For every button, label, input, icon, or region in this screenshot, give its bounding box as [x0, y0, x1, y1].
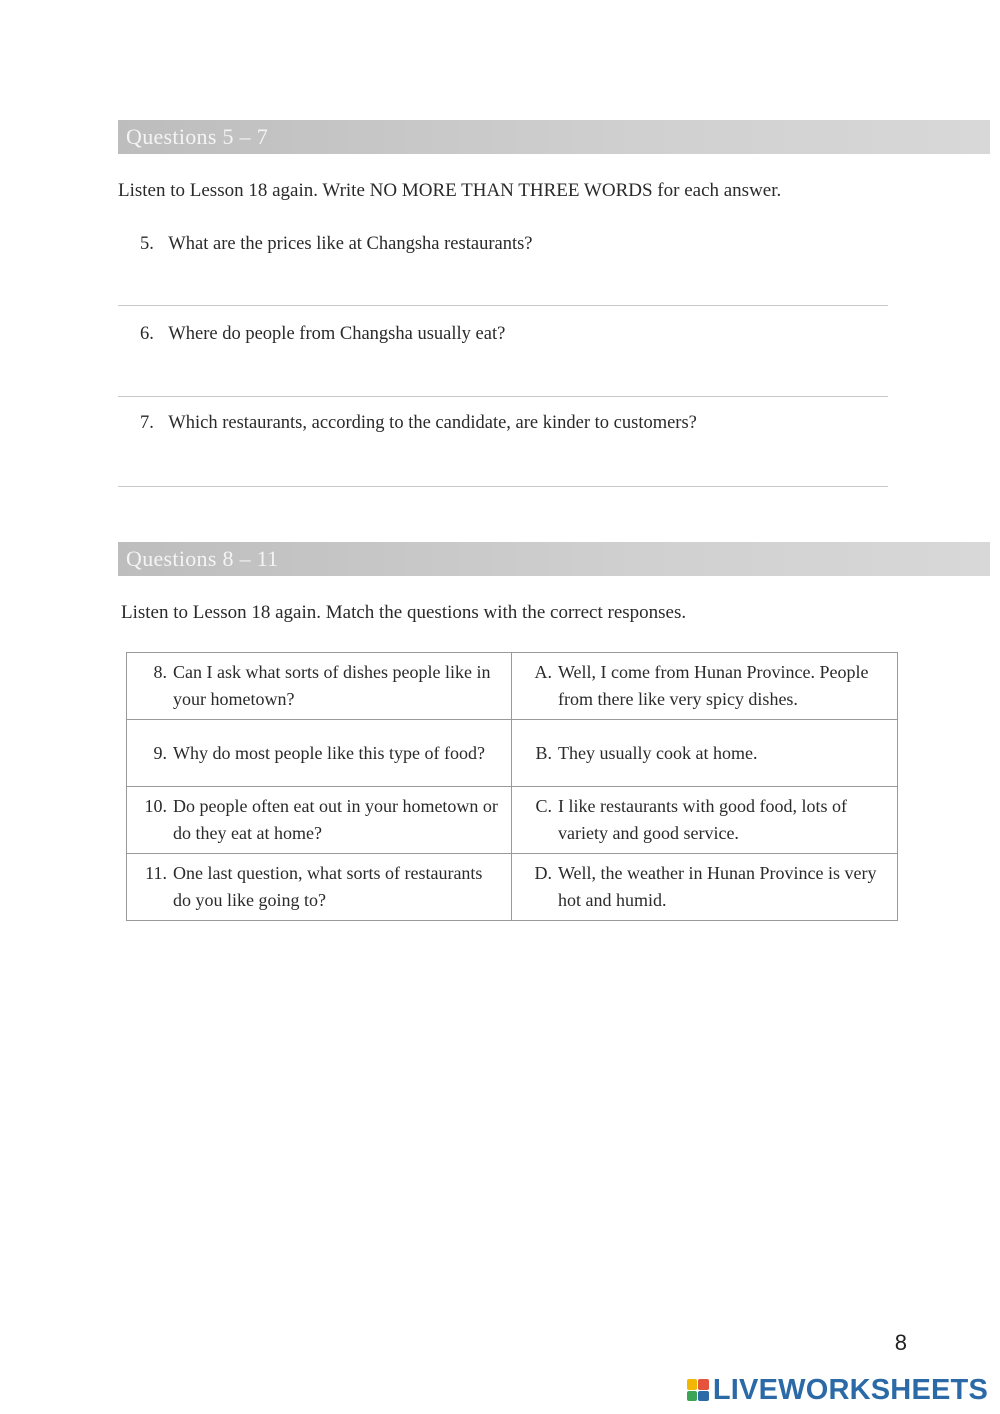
- response-letter: A.: [534, 662, 552, 682]
- question-number: 9.: [153, 742, 167, 763]
- liveworksheets-brand[interactable]: [687, 1374, 988, 1406]
- table-row: [127, 854, 898, 921]
- question-text: Can I ask what sorts of dishes people like in your hometown?: [173, 662, 491, 709]
- answer-line-5[interactable]: [118, 305, 888, 306]
- response-text: I like restaurants with good food, lots of variety and good service.: [558, 796, 847, 843]
- liveworksheets-logo-icon: [687, 1379, 709, 1401]
- question-cell: [127, 653, 512, 720]
- logo-square-icon: [698, 1379, 709, 1390]
- answer-line-7[interactable]: [118, 486, 888, 487]
- section-header-questions-5-7: [118, 120, 990, 154]
- table-row: [127, 653, 898, 720]
- question-cell: [127, 787, 512, 854]
- question-number: 11.: [145, 863, 167, 883]
- section-instruction: Listen to Lesson 18 again. Write NO MORE THAN THREE WORDS for each answer.: [118, 180, 782, 201]
- question-5: [140, 234, 533, 255]
- question-text: Which restaurants, according to the candidate, are kinder to customers?: [168, 413, 697, 433]
- brand-name: LIVEWORKSHEETS: [712, 1373, 988, 1406]
- question-text: Why do most people like this type of food?: [173, 742, 485, 763]
- response-letter: D.: [534, 863, 552, 883]
- question-number: 8.: [153, 662, 167, 682]
- section-title: Questions 5 – 7: [126, 124, 268, 149]
- logo-square-icon: [687, 1379, 698, 1390]
- response-cell: [512, 653, 898, 720]
- matching-table: [126, 652, 898, 921]
- response-cell: [512, 854, 898, 921]
- question-cell: [127, 720, 512, 787]
- response-letter: B.: [535, 742, 552, 763]
- table-row: [127, 720, 898, 787]
- question-number: 7.: [140, 413, 154, 433]
- logo-square-icon: [687, 1391, 698, 1402]
- response-cell: [512, 720, 898, 787]
- question-number: 5.: [140, 234, 154, 254]
- question-text: Where do people from Changsha usually eat?: [168, 324, 506, 344]
- question-number: 6.: [140, 324, 154, 344]
- response-text: Well, the weather in Hunan Province is very hot and humid.: [558, 863, 877, 910]
- question-number: 10.: [144, 796, 167, 816]
- logo-square-icon: [698, 1391, 709, 1402]
- question-7: [140, 413, 697, 434]
- question-text: Do people often eat out in your hometown or do they eat at home?: [173, 796, 498, 843]
- response-text: They usually cook at home.: [558, 742, 758, 763]
- section-title: Questions 8 – 11: [126, 546, 279, 571]
- section-instruction: Listen to Lesson 18 again. Match the questions with the correct responses.: [121, 602, 687, 623]
- question-cell: [127, 854, 512, 921]
- question-6: [140, 324, 505, 345]
- question-text: One last question, what sorts of restaurants do you like going to?: [173, 863, 483, 910]
- answer-line-6[interactable]: [118, 396, 888, 397]
- section-header-questions-8-11: [118, 542, 990, 576]
- response-cell: [512, 787, 898, 854]
- question-text: What are the prices like at Changsha restaurants?: [168, 234, 533, 254]
- response-letter: C.: [535, 796, 552, 816]
- page-number: 8: [894, 1330, 907, 1355]
- table-row: [127, 787, 898, 854]
- response-text: Well, I come from Hunan Province. People from there like very spicy dishes.: [558, 662, 869, 709]
